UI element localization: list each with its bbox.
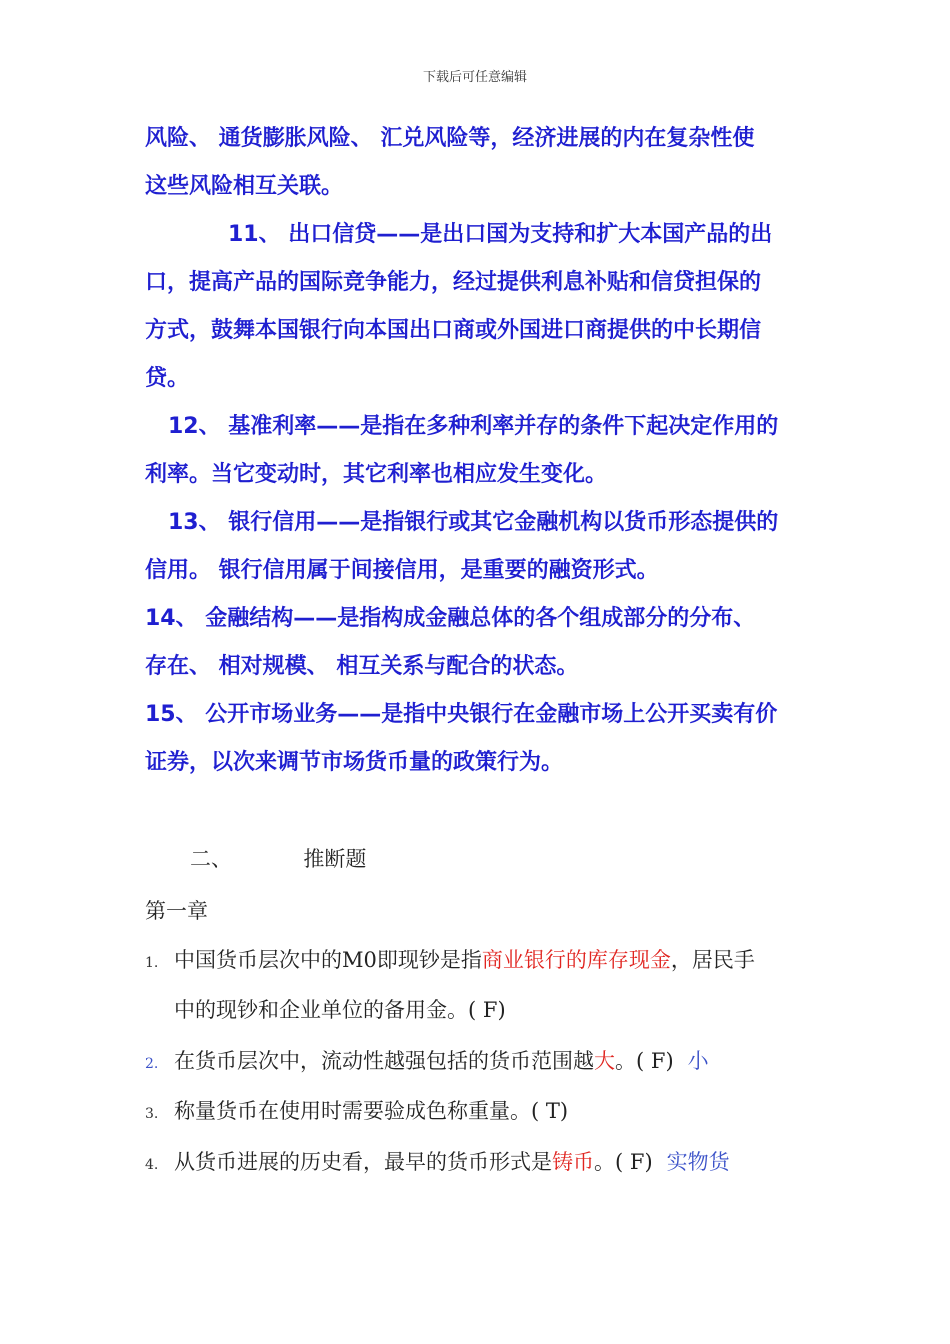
definition-line: 贷。 [145, 366, 190, 391]
definition-line: 证券，以次来调节市场货币量的政策行为。 [145, 750, 564, 775]
question-number: 1. [145, 955, 159, 971]
section-heading-number: 二、 [190, 847, 232, 871]
answer-text: 小 [687, 1049, 709, 1073]
definition-13-title: 13、 银行信用——是指银行或其它金融机构以货币形态提供的 [168, 510, 779, 535]
answer-text: 实物货 [666, 1150, 730, 1174]
definition-line: 信用。 银行信用属于间接信用，是重要的融资形式。 [145, 558, 659, 583]
section-heading-title: 推断题 [303, 847, 367, 871]
section-heading [190, 843, 366, 873]
question-continuation: 中的现钞和企业单位的备用金。( F) [174, 998, 506, 1022]
question-number: 3. [145, 1106, 159, 1122]
definition-line: 利率。当它变动时，其它利率也相应发生变化。 [145, 462, 608, 487]
question-item: 2. 在货币层次中，流动性越强包括的货币范围越大。( F) 小 [145, 1049, 709, 1073]
chapter-title: 第一章 [145, 899, 208, 923]
question-item: 3. 称量货币在使用时需要验成色称重量。( T) [145, 1099, 569, 1123]
definition-line: 方式，鼓舞本国银行向本国出口商或外国进口商提供的中长期信 [145, 318, 762, 343]
definition-line: 这些风险相互关联。 [145, 174, 344, 199]
question-item: 1. 中国货币层次中的M0即现钞是指商业银行的库存现金，居民手 [145, 948, 755, 972]
page-header: 下载后可任意编辑 [422, 70, 527, 85]
definition-line: 风险、 通货膨胀风险、 汇兑风险等，经济进展的内在复杂性使 [145, 126, 755, 151]
highlighted-text: 商业银行的库存现金 [481, 948, 671, 972]
highlighted-text: 大 [594, 1049, 615, 1073]
definition-line: 存在、 相对规模、 相互关系与配合的状态。 [145, 654, 579, 679]
definition-15-title: 15、 公开市场业务——是指中央银行在金融市场上公开买卖有价 [145, 702, 778, 727]
question-item: 4. 从货币进展的历史看，最早的货币形式是铸币。( F) 实物货 [145, 1150, 730, 1174]
definition-12-title: 12、 基准利率——是指在多种利率并存的条件下起决定作用的 [168, 414, 779, 439]
question-number: 4. [145, 1157, 159, 1173]
question-number: 2. [145, 1056, 159, 1072]
definition-14-title: 14、 金融结构——是指构成金融总体的各个组成部分的分布、 [145, 606, 756, 631]
definition-line: 口，提高产品的国际竞争能力，经过提供利息补贴和信贷担保的 [145, 270, 762, 295]
definition-11-title: 11、 出口信贷——是出口国为支持和扩大本国产品的出 [228, 222, 773, 247]
highlighted-text: 铸币 [552, 1150, 594, 1174]
